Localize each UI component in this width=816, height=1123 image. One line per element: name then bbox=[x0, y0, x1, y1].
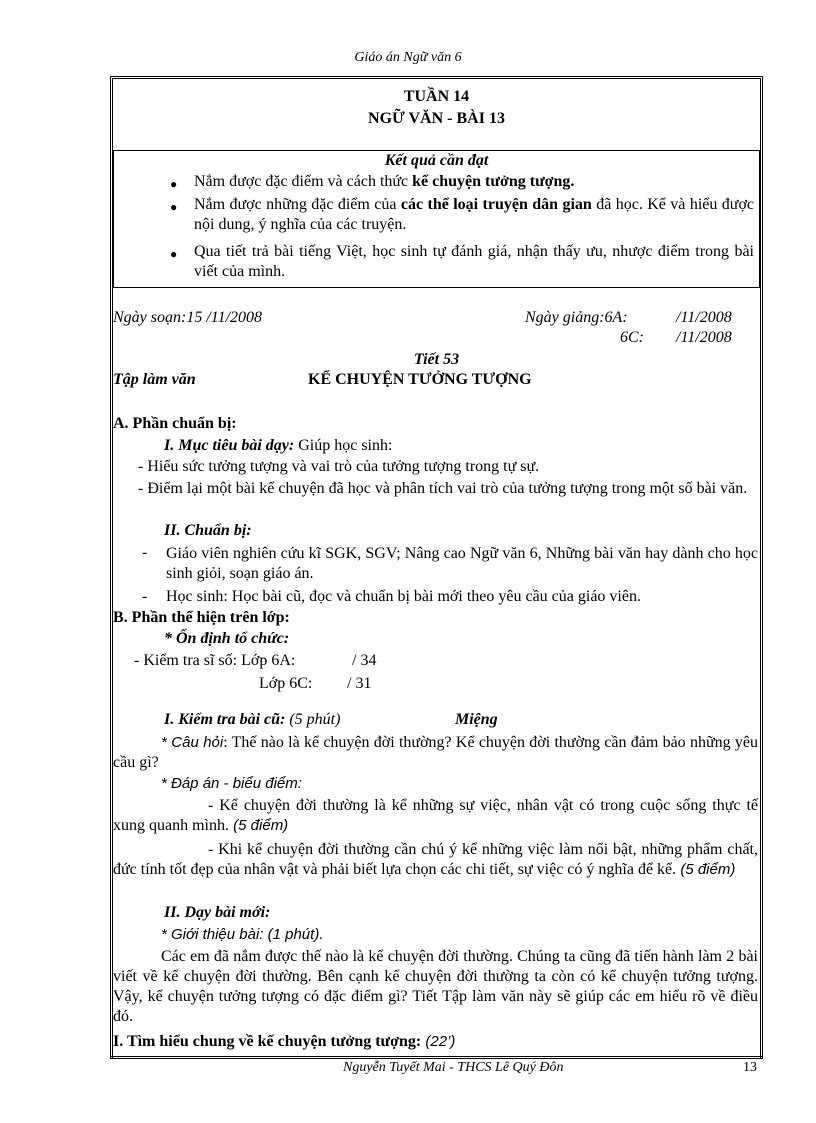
teach-date-6c-label: 6C: bbox=[620, 329, 644, 346]
dash-icon: - bbox=[142, 544, 148, 561]
prep-item-1: Giáo viên nghiên cứu kĩ SGK, SGV; Nâng cao Ngữ văn 6, Những bài văn hay dành cho học sinh giỏi, soạn giáo án. bbox=[166, 545, 758, 582]
answer-2: - Khi kể chuyện đời thường cần chú ý kể những việc làm nổi bật, những phẩm chất, đức tính tốt đẹp của nhân vật và phải biết lựa chọn các chi tiết, sự việc có ý nghĩa để kể. (5 điểm) bbox=[113, 841, 758, 878]
period-subject: Tập làm văn bbox=[113, 371, 196, 388]
dash-icon: - bbox=[142, 588, 148, 605]
bullet-icon: ● bbox=[170, 200, 178, 214]
attendance-6c-label: Lớp 6C: bbox=[259, 675, 313, 692]
period-topic: KỂ CHUYỆN TƯỞNG TƯỢNG bbox=[308, 371, 532, 388]
new-lesson-heading: II. Dạy bài mới: bbox=[164, 904, 271, 921]
outcomes-heading: Kết quả cần đạt bbox=[384, 152, 489, 169]
teach-date-6c: /11/2008 bbox=[676, 329, 732, 346]
outcome-item-2: Nắm được những đặc điểm của các thể loại truyện dân gian đã học. Kể và hiểu được nội dung, ý nghĩa của các truyện. bbox=[194, 196, 755, 233]
outcome-item-3: Qua tiết trả bài tiếng Việt, học sinh tự đánh giá, nhận thấy ưu, nhược điểm trong bài viết của mình. bbox=[194, 243, 754, 280]
attendance-label: - Kiểm tra sĩ số: Lớp 6A: bbox=[134, 652, 296, 669]
answer-label: * Đáp án - biểu điểm: bbox=[161, 775, 302, 792]
running-header: Giáo án Ngữ văn 6 bbox=[354, 50, 462, 65]
outcomes-box bbox=[113, 150, 760, 288]
period-number: Tiết 53 bbox=[413, 351, 460, 368]
bottom-rule bbox=[110, 1056, 763, 1059]
intro-paragraph: Các em đã nắm được thế nào là kể chuyện đời thường. Chúng ta cũng đã tiến hành làm 2 bài viết về kể chuyện đời thường. Bên cạnh kể chuyện đời thường ta còn có kể chuyện tưởng tượng. Vậy, kể chuyện tưởng tượng có đặc điểm gì? Tiết Tập làm văn này sẽ giúp các em hiểu rõ về điều đó. bbox=[113, 948, 758, 1025]
teach-date-label: Ngày giảng:6A: bbox=[525, 309, 628, 326]
check-mode: Miệng bbox=[455, 711, 498, 728]
goals-line: I. Mục tiêu bài dạy: Giúp học sinh: bbox=[164, 437, 393, 454]
outcome-item-1: Nắm được đặc điểm và cách thức kể chuyện tưởng tượng. bbox=[194, 173, 575, 190]
goal-2: - Điểm lại một bài kể chuyện đã học và phân tích vai trò của tưởng tượng trong một số bài văn. bbox=[138, 480, 748, 497]
footer-author: Nguyễn Tuyết Mai - THCS Lê Quý Đôn bbox=[343, 1060, 564, 1075]
bullet-icon: ● bbox=[170, 247, 178, 261]
intro-label: * Giới thiệu bài: (1 phút). bbox=[161, 926, 324, 943]
goal-1: - Hiểu sức tưởng tượng và vai trò của tưởng tượng trong tự sự. bbox=[138, 458, 540, 475]
org-heading: * Ổn định tổ chức: bbox=[164, 630, 290, 647]
prep-item-2: Học sinh: Học bài cũ, đọc và chuẩn bị bài mới theo yêu cầu của giáo viên. bbox=[166, 588, 641, 605]
prep-date: Ngày soạn:15 /11/2008 bbox=[113, 309, 263, 326]
question: * Câu hỏi: Thế nào là kể chuyện đời thường? Kể chuyện đời thường cần đảm bảo những yêu cầu gì? bbox=[113, 734, 758, 771]
page-number: 13 bbox=[743, 1060, 757, 1075]
check-heading: I. Kiểm tra bài cũ: (5 phút) bbox=[164, 711, 341, 728]
attendance-6c: / 31 bbox=[347, 675, 372, 692]
part-a-heading: A. Phần chuẩn bị: bbox=[113, 415, 237, 432]
prep-heading: II. Chuẩn bị: bbox=[164, 522, 252, 539]
answer-1: - Kể chuyện đời thường là kể những sự việc, nhân vật có trong cuộc sống thực tế xung quanh mình. (5 điểm) bbox=[113, 797, 758, 834]
section-heading: I. Tìm hiểu chung về kể chuyện tưởng tượng: (22’) bbox=[113, 1033, 456, 1050]
attendance-6a: / 34 bbox=[352, 652, 377, 669]
lesson-title: NGỮ VĂN - BÀI 13 bbox=[368, 110, 505, 127]
week-title: TUẦN 14 bbox=[403, 88, 470, 105]
part-b-heading: B. Phần thể hiện trên lớp: bbox=[113, 609, 290, 626]
bullet-icon: ● bbox=[170, 177, 178, 191]
teach-date-6a: /11/2008 bbox=[676, 309, 732, 326]
